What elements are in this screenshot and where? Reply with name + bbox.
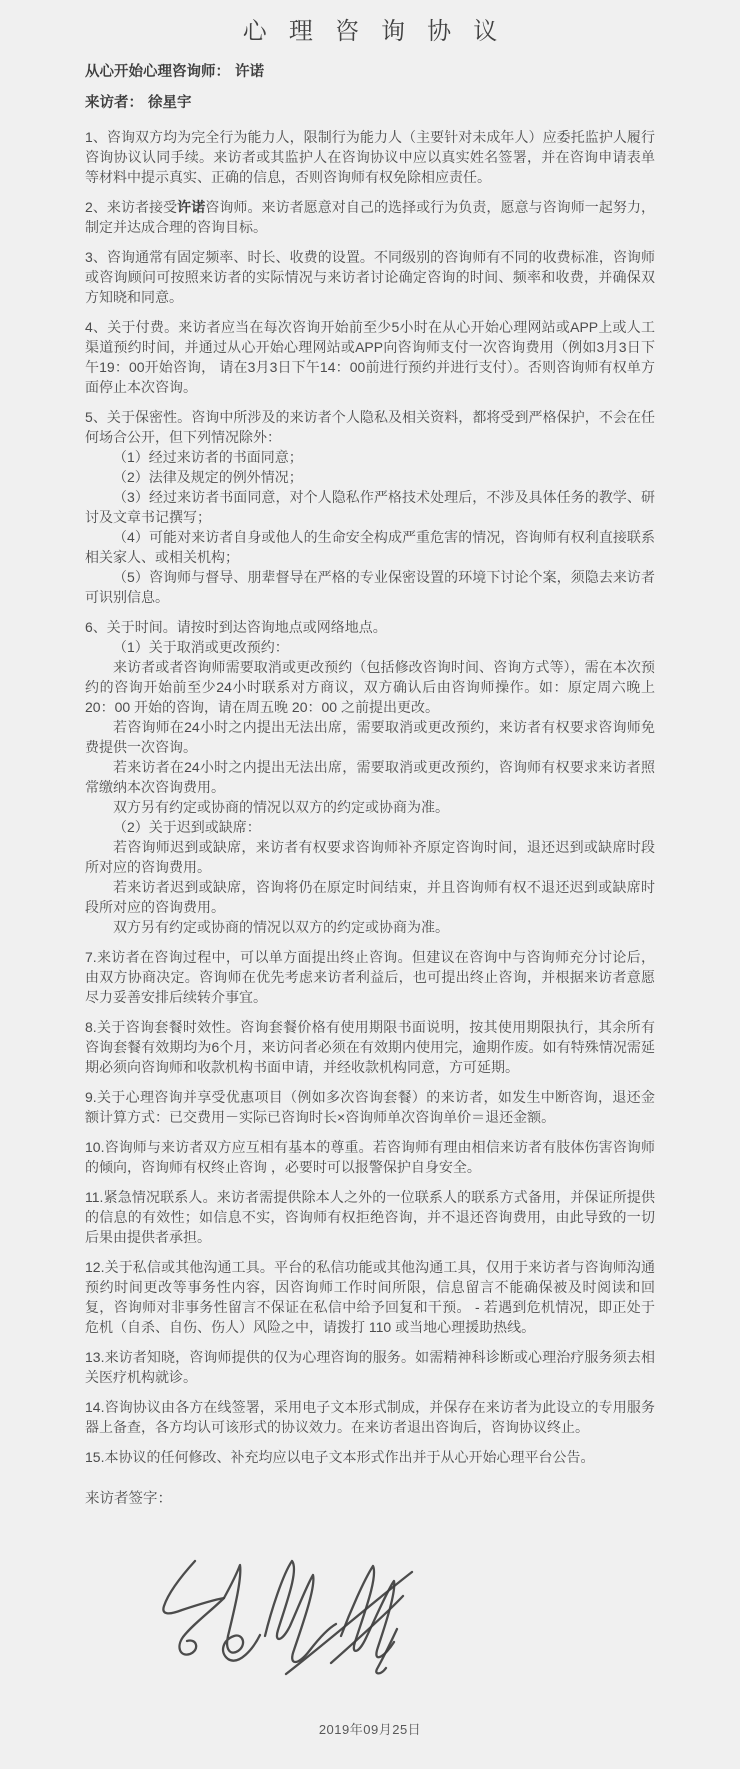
- clause-block: [85, 127, 655, 187]
- clause-text: 咨询师。来访者愿意对自己的选择或行为负责，愿意与咨询师一起努力，制定并达成合理的咨询目标。: [85, 199, 656, 235]
- clause-block: [85, 637, 655, 657]
- agreement-clause: [85, 617, 655, 937]
- agreement-clause: [85, 407, 655, 607]
- clause-text: 双方另有约定或协商的情况以双方的约定或协商为准。: [113, 919, 449, 935]
- agreement-clause: [85, 1187, 655, 1247]
- clause-text: （2）法律及规定的例外情况；: [113, 469, 303, 485]
- clause-text: 来访者或者咨询师需要取消或更改预约（包括修改咨询时间、咨询方式等），需在本次预约的咨询开始前至少24小时联系对方商议，双方确认后由咨询师操作。如：原定周六晚上 20：00 开始的咨询，请在周五晚 20：00 之前提出更改。: [85, 659, 655, 715]
- signature-label: 来访者签字：: [85, 1491, 172, 1507]
- clause-text: 许诺: [177, 199, 206, 215]
- counselor-label: 从心开始心理咨询师：: [85, 64, 230, 80]
- clause-text: 10.咨询师与来访者双方应互相有基本的尊重。若咨询师有理由相信来访者有肢体伤害咨询师的倾向，咨询师有权终止咨询 ，必要时可以报警保护自身安全。: [85, 1139, 655, 1175]
- counselor-line: [85, 63, 655, 82]
- clause-block: [85, 657, 655, 717]
- client-name: 徐星宇: [148, 95, 192, 111]
- clause-block: [85, 877, 655, 917]
- clause-block: [85, 1087, 655, 1127]
- clause-block: [85, 527, 655, 567]
- clause-text: 2、来访者接受: [85, 199, 178, 215]
- agreement-clause: [85, 947, 655, 1007]
- clause-text: 11.紧急情况联系人。来访者需提供除本人之外的一位联系人的联系方式备用，并保证所提供的信息的有效性；如信息不实，咨询师有权拒绝咨询，并不退还咨询费用，由此导致的一切后果由提供者承担。: [85, 1189, 655, 1245]
- agreement-clause: [85, 317, 655, 397]
- agreement-date: 2019年09月25日: [318, 1722, 422, 1737]
- clause-block: [85, 1347, 655, 1387]
- clause-block: [85, 1137, 655, 1177]
- page-title: [85, 10, 655, 47]
- clause-text: 12.关于私信或其他沟通工具。平台的私信功能或其他沟通工具，仅用于来访者与咨询师沟通预约时间更改等事务性内容，因咨询师工作时间所限，信息留言不能确保被及时阅读和回复，咨询师对非事务性留言不保证在私信中给予回复和干预。 - 若遇到危机情况，即正处于危机（自杀、自伤、伤人）风险之中，请拨打 110 或当地心理援助热线。: [85, 1259, 655, 1335]
- agreement-clause: [85, 247, 655, 307]
- clause-text: 若来访者迟到或缺席，咨询将仍在原定时间结束，并且咨询师有权不退还迟到或缺席时段所对应的咨询费用。: [85, 879, 655, 915]
- agreement-clause: [85, 1087, 655, 1127]
- clause-text: 5、关于保密性。咨询中所涉及的来访者个人隐私及相关资料，都将受到严格保护，不会在任何场合公开，但下列情况除外：: [85, 409, 655, 445]
- clause-block: [85, 1187, 655, 1247]
- clause-block: [85, 407, 655, 447]
- clause-text: 3、咨询通常有固定频率、时长、收费的设置。不同级别的咨询师有不同的收费标准，咨询师或咨询顾问可按照来访者的实际情况与来访者讨论确定咨询的时间、频率和收费，并确保双方知晓和同意。: [85, 249, 655, 305]
- clause-block: [85, 1017, 655, 1077]
- counselor-name: 许诺: [235, 64, 264, 80]
- clause-text: 双方另有约定或协商的情况以双方的约定或协商为准。: [113, 799, 449, 815]
- clause-block: [85, 1257, 655, 1337]
- client-line: [85, 94, 655, 113]
- clause-block: [85, 1397, 655, 1437]
- clause-text: （3）经过来访者书面同意，对个人隐私作严格技术处理后，不涉及具体任务的教学、研讨及文章书记撰写；: [85, 489, 655, 525]
- clause-text: 若咨询师迟到或缺席，来访者有权要求咨询师补齐原定咨询时间，退还迟到或缺席时段所对应的咨询费用。: [85, 839, 655, 875]
- clause-block: [85, 917, 655, 937]
- clause-text: （2）关于迟到或缺席：: [113, 819, 261, 835]
- page-title-text: 心理咨询协议: [242, 18, 520, 45]
- clause-text: 14.咨询协议由各方在线签署，采用电子文本形式制成，并保存在来访者为此设立的专用服务器上备查，各方均认可该形式的协议效力。在来访者退出咨询后，咨询协议终止。: [85, 1399, 655, 1435]
- clause-block: [85, 247, 655, 307]
- clause-block: [85, 717, 655, 757]
- clause-block: [85, 567, 655, 607]
- signature-area: [135, 1539, 420, 1689]
- signature-scribble-icon: [135, 1539, 420, 1689]
- clause-text: 若来访者在24小时之内提出无法出席，需要取消或更改预约，咨询师有权要求来访者照常缴纳本次咨询费用。: [85, 759, 655, 795]
- clause-block: [85, 797, 655, 817]
- agreement-clause: [85, 127, 655, 187]
- clause-text: 若咨询师在24小时之内提出无法出席，需要取消或更改预约，来访者有权要求咨询师免费提供一次咨询。: [85, 719, 655, 755]
- clause-text: 13.来访者知晓，咨询师提供的仅为心理咨询的服务。如需精神科诊断或心理治疗服务须去相关医疗机构就诊。: [85, 1349, 655, 1385]
- clause-text: 6、关于时间。请按时到达咨询地点或网络地点。: [85, 619, 387, 635]
- clause-block: [85, 467, 655, 487]
- agreement-clause: [85, 1397, 655, 1437]
- clause-text: （5）咨询师与督导、朋辈督导在严格的专业保密设置的环境下讨论个案，须隐去来访者可识别信息。: [85, 569, 655, 605]
- agreement-clause: [85, 1347, 655, 1387]
- clause-text: （1）经过来访者的书面同意；: [113, 449, 303, 465]
- clause-text: 9.关于心理咨询并享受优惠项目（例如多次咨询套餐）的来访者，如发生中断咨询，退还金额计算方式：已交费用－实际已咨询时长×咨询师单次咨询单价＝退还金额。: [85, 1089, 655, 1125]
- clause-text: 1、咨询双方均为完全行为能力人，限制行为能力人（主要针对未成年人）应委托监护人履行咨询协议认同手续。来访者或其监护人在咨询协议中应以真实姓名签署，并在咨询申请表单等材料中提示真实、正确的信息，否则咨询师有权免除相应责任。: [85, 129, 655, 185]
- clause-text: 7.来访者在咨询过程中，可以单方面提出终止咨询。但建议在咨询中与咨询师充分讨论后，由双方协商决定。咨询师在优先考虑来访者利益后，也可提出终止咨询，并根据来访者意愿尽力妥善安排后续转介事宜。: [85, 949, 655, 1005]
- clause-list: [85, 127, 655, 1467]
- clause-block: [85, 947, 655, 1007]
- agreement-clause: [85, 1257, 655, 1337]
- clause-text: 8.关于咨询套餐时效性。咨询套餐价格有使用期限书面说明，按其使用期限执行，其余所有咨询套餐有效期均为6个月，来访问者必须在有效期内使用完，逾期作废。如有特殊情况需延期必须向咨询师和收款机构书面申请，并经收款机构同意，方可延期。: [85, 1019, 655, 1075]
- clause-block: [85, 757, 655, 797]
- clause-text: （4）可能对来访者自身或他人的生命安全构成严重危害的情况，咨询师有权利直接联系相关家人、或相关机构；: [85, 529, 655, 565]
- clause-block: [85, 617, 655, 637]
- agreement-clause: [85, 197, 655, 237]
- clause-block: [85, 837, 655, 877]
- agreement-clause: [85, 1017, 655, 1077]
- clause-text: 15.本协议的任何修改、补充均应以电子文本形式作出并于从心开始心理平台公告。: [85, 1449, 595, 1465]
- clause-block: [85, 487, 655, 527]
- clause-text: （1）关于取消或更改预约：: [113, 639, 289, 655]
- client-label: 来访者：: [85, 95, 143, 111]
- agreement-clause: [85, 1137, 655, 1177]
- clause-block: [85, 1447, 655, 1467]
- clause-text: 4、关于付费。来访者应当在每次咨询开始前至少5小时在从心开始心理网站或APP上或人工渠道预约时间，并通过从心开始心理网站或APP向咨询师支付一次咨询费用（例如3月3日下午19：00开始咨询， 请在3月3日下午14：00前进行预约并进行支付）。否则咨询师有权单方面停止本次咨询。: [85, 319, 655, 395]
- clause-block: [85, 817, 655, 837]
- clause-block: [85, 447, 655, 467]
- agreement-clause: [85, 1447, 655, 1467]
- clause-block: [85, 317, 655, 397]
- clause-block: [85, 197, 655, 237]
